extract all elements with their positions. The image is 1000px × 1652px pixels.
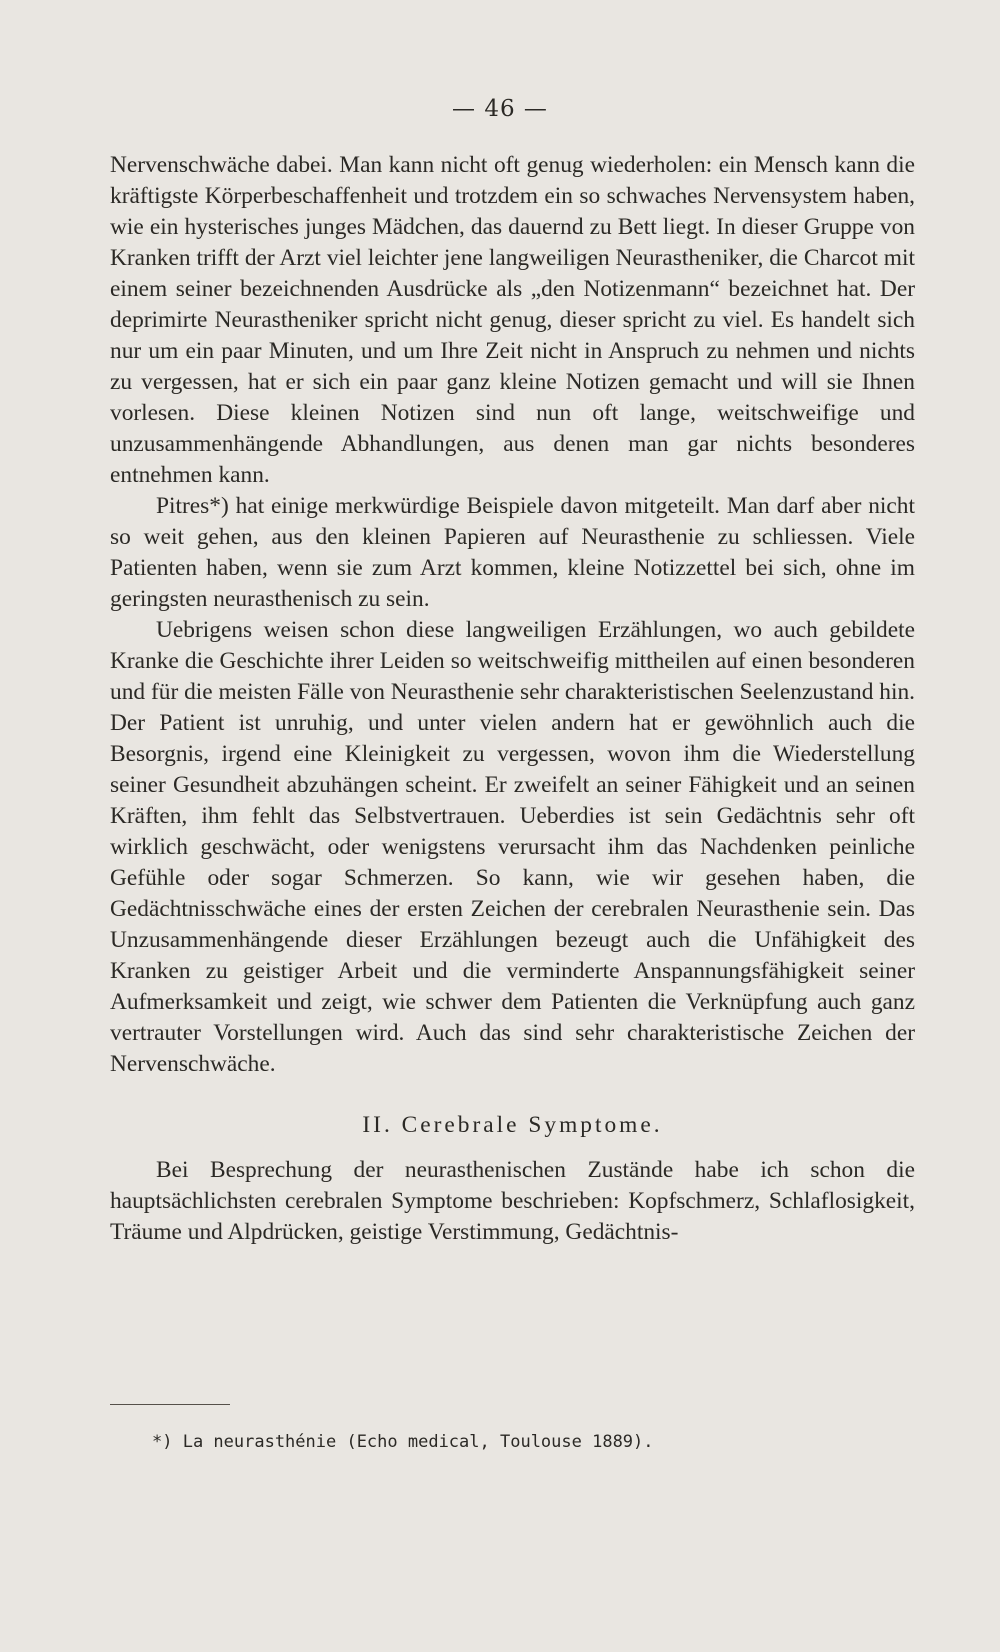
body-text [110, 150, 915, 1248]
section-paragraph: Bei Besprechung der neurasthenischen Zustände habe ich schon die hauptsächlichsten cerebralen Symptome beschrieben: Kopfschmerz, Schlaflosigkeit, Träume und Alpdrücken, geistige Verstimmung, Gedächtnis- [110, 1157, 915, 1245]
footnote: *) La neurasthénie (Echo medical, Toulouse 1889). [152, 1432, 654, 1452]
page-number: — 46 — [452, 96, 548, 122]
paragraph-3: Uebrigens weisen schon diese langweiligen Erzählungen, wo auch gebildete Kranke die Geschichte ihrer Leiden so weitschweifig mittheilen auf einen besonderen und für die meisten Fälle von Neurasthenie sehr charakteristischen Seelenzustand hin. Der Patient ist unruhig, und unter vielen andern hat er gewöhnlich auch die Besorgnis, irgend eine Kleinigkeit zu vergessen, wovon ihm die Wiederstellung seiner Gesundheit abzuhängen scheint. Er zweifelt an seiner Fähigkeit und an seinen Kräften, ihm fehlt das Selbstvertrauen. Ueberdies ist sein Gedächtnis sehr oft wirklich geschwächt, oder wenigstens verursacht ihm das Nachdenken peinliche Gefühle oder sogar Schmerzen. So kann, wie wir gesehen haben, die Gedächtnisschwäche eines der ersten Zeichen der cerebralen Neurasthenie sein. Das Unzusammenhängende dieser Erzählungen bezeugt auch die Unfähigkeit des Kranken zu geistiger Arbeit und die verminderte Anspannungsfähigkeit seiner Aufmerksamkeit und zeigt, wie schwer dem Patienten die Verknüpfung auch ganz vertrauter Vorstellungen wird. Auch das sind sehr charakteristische Zeichen der Nervenschwäche. [110, 617, 915, 1077]
footnote-divider [110, 1404, 230, 1405]
section-heading: II. Cerebrale Symptome. [362, 1112, 663, 1138]
paragraph-1: Nervenschwäche dabei. Man kann nicht oft genug wiederholen: ein Mensch kann die kräftigste Körperbeschaffenheit und trotzdem ein so schwaches Nervensystem haben, wie ein hysterisches junges Mädchen, das dauernd zu Bett liegt. In dieser Gruppe von Kranken trifft der Arzt viel leichter jene langweiligen Neurastheniker, die Charcot mit einem seiner bezeichnenden Ausdrücke als „den Notizenmann“ bezeichnet hat. Der deprimirte Neurastheniker spricht nicht genug, dieser spricht zu viel. Es handelt sich nur um ein paar Minuten, und um Ihre Zeit nicht in Anspruch zu nehmen und nichts zu vergessen, hat er sich ein paar ganz kleine Notizen gemacht und will sie Ihnen vorlesen. Diese kleinen Notizen sind nun oft lange, weitschweifige und unzusammenhängende Abhandlungen, aus denen man gar nichts besonderes entnehmen kann. [110, 152, 915, 488]
paragraph-2: Pitres*) hat einige merkwürdige Beispiele davon mitgeteilt. Man darf aber nicht so weit gehen, aus den kleinen Papieren auf Neurasthenie zu schliessen. Viele Patienten haben, wenn sie zum Arzt kommen, kleine Notizzettel bei sich, ohne im geringsten neurasthenisch zu sein. [110, 493, 915, 612]
